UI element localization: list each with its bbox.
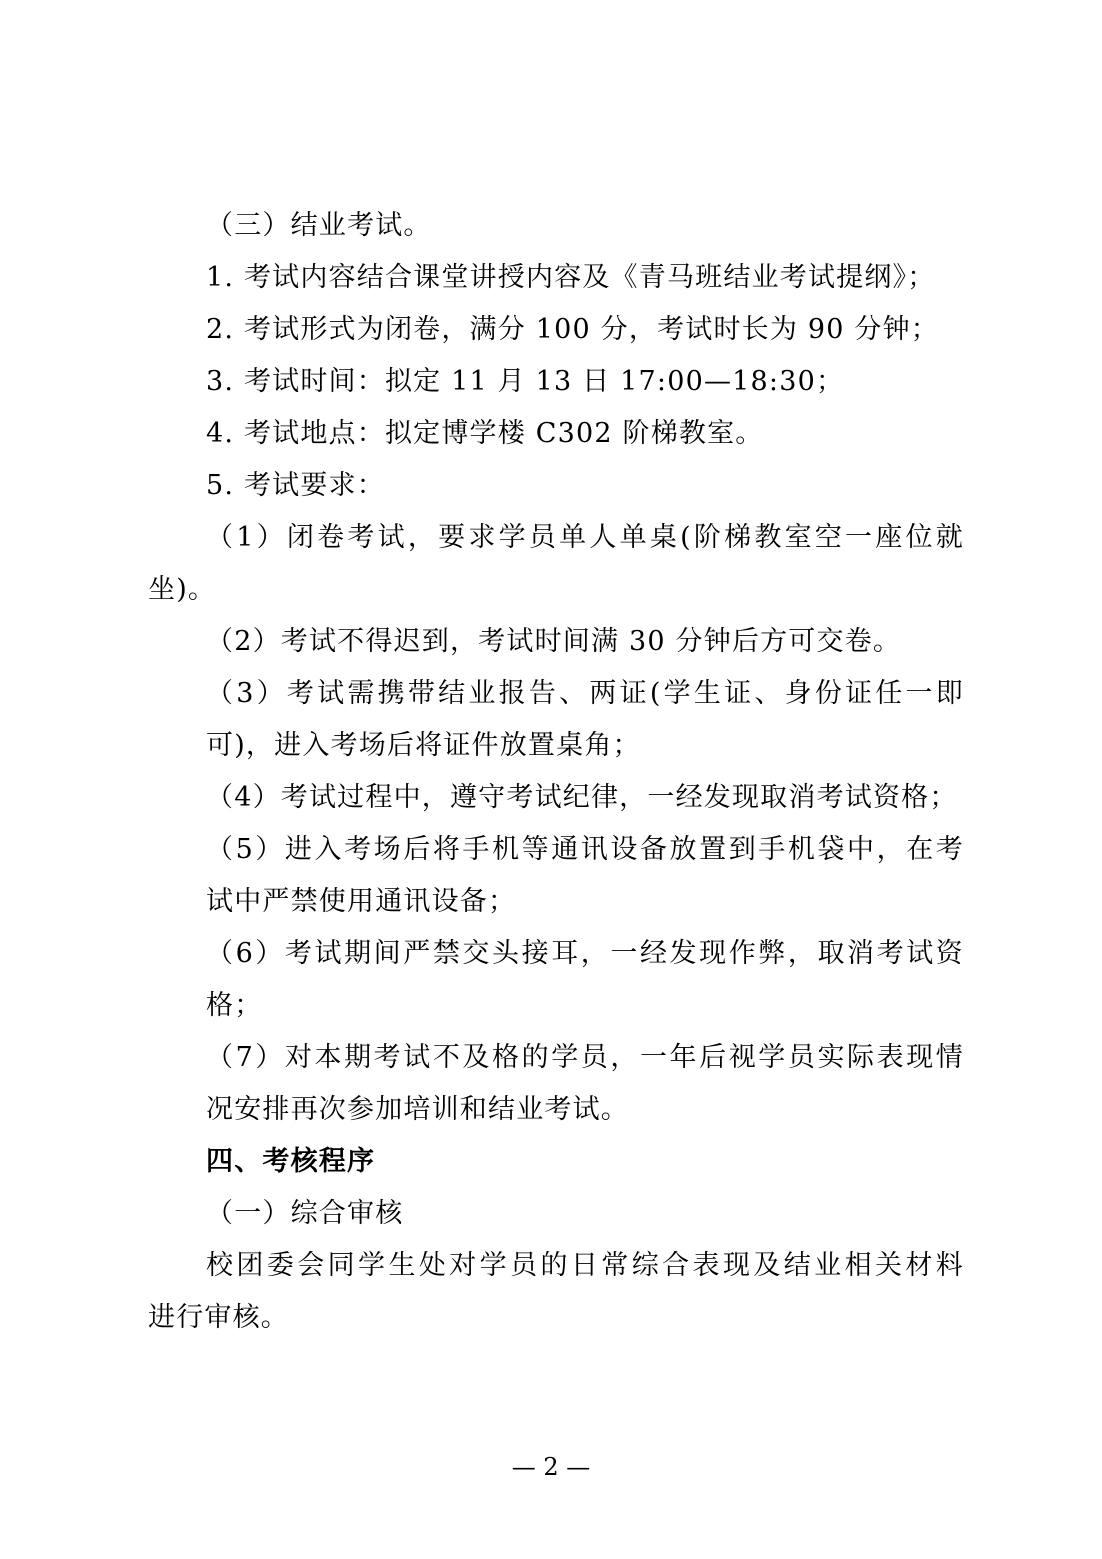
exam-item-4: 4. 考试地点：拟定博学楼 C302 阶梯教室。 — [206, 418, 764, 449]
section-heading-assessment-procedure: 四、考核程序 — [206, 1146, 376, 1177]
exam-item-5: 5. 考试要求： — [206, 470, 385, 501]
requirement-3-line-1: （3）考试需携带结业报告、两证(学生证、身份证任一即 — [206, 678, 964, 709]
subsection-heading-comprehensive-review: （一）综合审核 — [206, 1198, 404, 1229]
requirement-1-line-1: （1）闭卷考试，要求学员单人单桌(阶梯教室空一座位就 — [206, 522, 964, 553]
requirement-6-line-1: （6）考试期间严禁交头接耳，一经发现作弊，取消考试资 — [206, 938, 964, 969]
requirement-5-line-1: （5）进入考场后将手机等通讯设备放置到手机袋中，在考 — [206, 834, 964, 865]
review-paragraph-line-2: 进行审核。 — [148, 1302, 289, 1333]
requirement-3-line-2: 可)，进入考场后将证件放置桌角； — [206, 730, 641, 761]
requirement-1-line-2: 坐)。 — [148, 574, 217, 605]
requirement-7-line-2: 况安排再次参加培训和结业考试。 — [206, 1094, 629, 1125]
requirement-4: （4）考试过程中，遵守考试纪律，一经发现取消考试资格； — [206, 782, 958, 813]
exam-item-2: 2. 考试形式为闭卷，满分 100 分，考试时长为 90 分钟； — [206, 314, 939, 345]
page-number: — 2 — — [511, 1453, 591, 1481]
requirement-7-line-1: （7）对本期考试不及格的学员，一年后视学员实际表现情 — [206, 1042, 964, 1073]
section-heading-final-exam: （三）结业考试。 — [206, 210, 432, 241]
requirement-6-line-2: 格； — [206, 990, 263, 1021]
review-paragraph-line-1: 校团委会同学生处对学员的日常综合表现及结业相关材料 — [206, 1250, 964, 1281]
exam-item-1: 1. 考试内容结合课堂讲授内容及《青马班结业考试提纲》； — [206, 262, 936, 293]
requirement-5-line-2: 试中严禁使用通讯设备； — [206, 886, 517, 917]
requirement-2: （2）考试不得迟到，考试时间满 30 分钟后方可交卷。 — [206, 626, 902, 657]
exam-item-3: 3. 考试时间：拟定 11 月 13 日 17:00—18:30； — [206, 366, 845, 397]
